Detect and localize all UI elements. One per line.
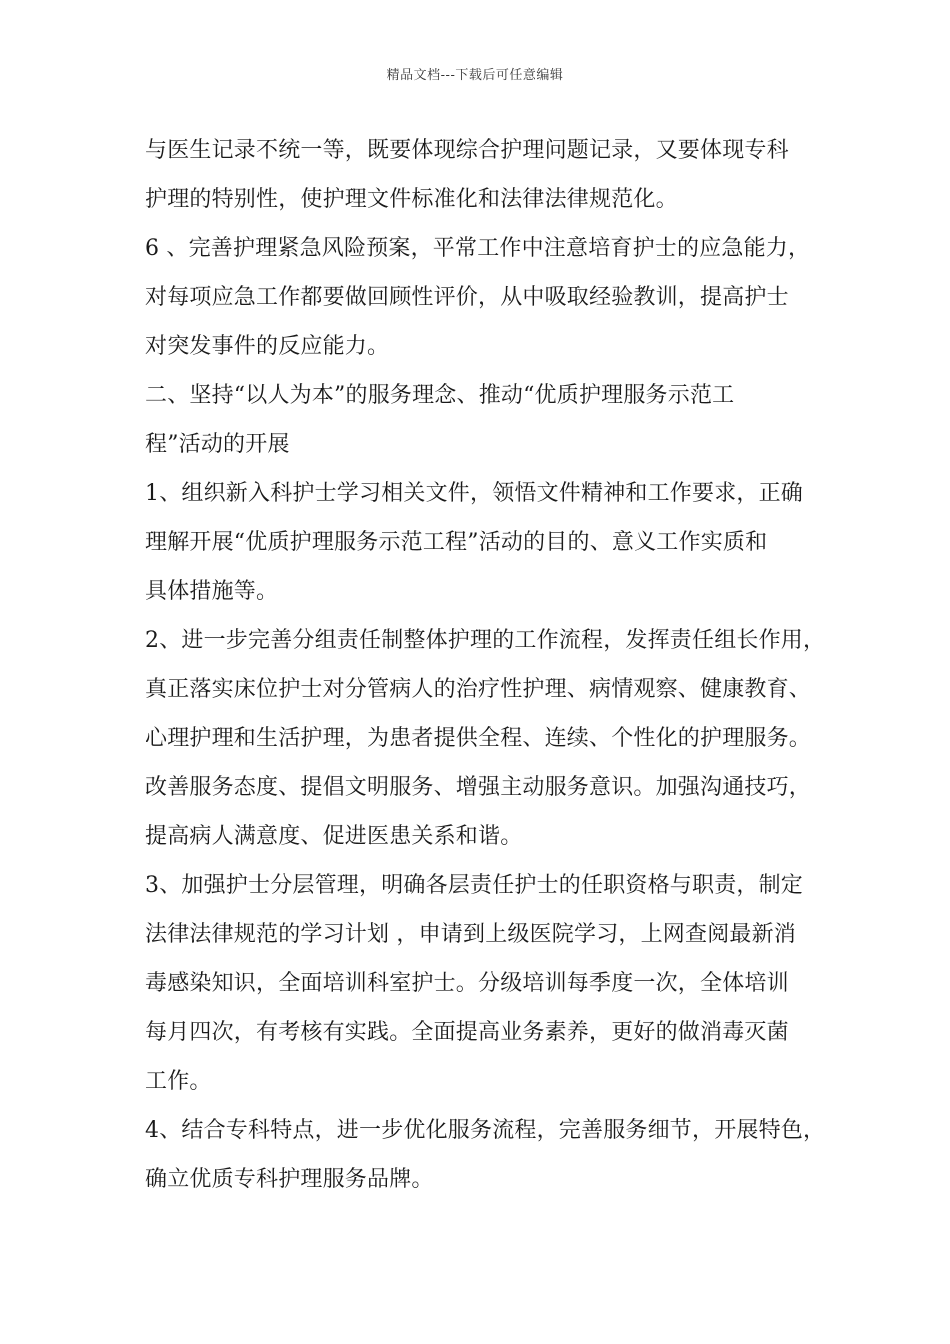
text-line: 1、组织新入科护士学习相关文件，领悟文件精神和工作要求，正确 — [145, 481, 803, 506]
text-line: 3、加强护士分层管理，明确各层责任护士的任职资格与职责，制定 — [145, 873, 803, 898]
text-line: 法律法律规范的学习计划 ，申请到上级医院学习，上网查阅最新消 — [145, 922, 796, 947]
text-line: 理解开展“优质护理服务示范工程”活动的目的、意义工作实质和 — [145, 530, 768, 555]
document-body — [145, 126, 825, 1204]
text-line: 对突发事件的反应能力。 — [145, 334, 390, 359]
section-heading-line: 程”活动的开展 — [145, 432, 290, 457]
text-line: 具体措施等。 — [145, 579, 279, 604]
text-line: 真正落实床位护士对分管病人的治疗性护理、病情观察、健康教育、 — [145, 677, 812, 702]
text-line: 每月四次，有考核有实践。全面提高业务素养，更好的做消毒灭菌 — [145, 1020, 789, 1045]
text-line: 4、结合专科特点，进一步优化服务流程，完善服务细节，开展特色， — [145, 1118, 826, 1143]
text-line: 与医生记录不统一等，既要体现综合护理问题记录，又要体现专科 — [145, 138, 789, 163]
text-line: 2、进一步完善分组责任制整体护理的工作流程，发挥责任组长作用， — [145, 628, 826, 653]
text-line: 改善服务态度、提倡文明服务、增强主动服务意识。加强沟通技巧， — [145, 775, 812, 800]
text-line: 护理的特别性，使护理文件标准化和法律法律规范化。 — [145, 187, 678, 212]
text-line: 心理护理和生活护理，为患者提供全程、连续、个性化的护理服务。 — [145, 726, 812, 751]
text-line: 毒感染知识，全面培训科室护士。分级培训每季度一次，全体培训 — [145, 971, 789, 996]
text-line: 工作。 — [145, 1069, 212, 1094]
text-line: 确立优质专科护理服务品牌。 — [145, 1167, 434, 1192]
section-heading-line: 二、坚持“以人为本”的服务理念、推动“优质护理服务示范工 — [145, 383, 735, 408]
page-header: 精品文档---下载后可任意编辑 — [386, 68, 564, 83]
text-line: 对每项应急工作都要做回顾性评价，从中吸取经验教训，提高护士 — [145, 285, 789, 310]
text-line: 提高病人满意度、促进医患关系和谐。 — [145, 824, 523, 849]
text-line: 6 、完善护理紧急风险预案，平常工作中注意培育护士的应急能力， — [145, 236, 811, 261]
